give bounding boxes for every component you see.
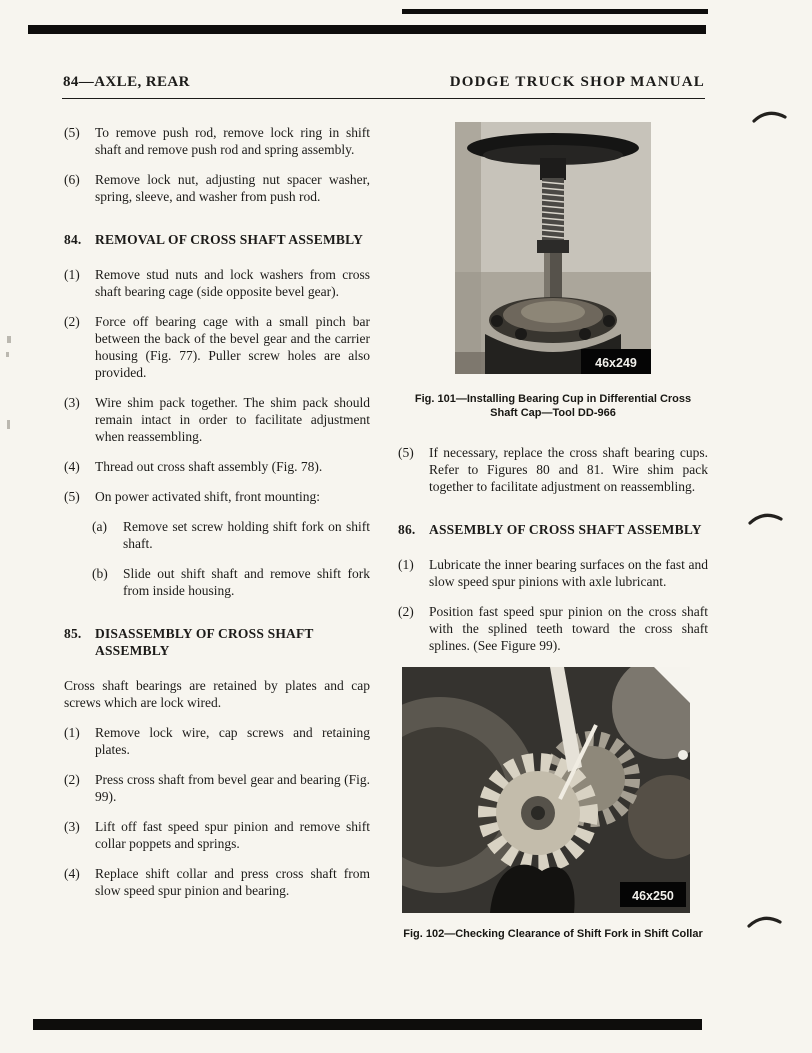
item-text: Thread out cross shaft assembly (Fig. 78). [95,459,323,474]
item-number: (3) [64,819,80,834]
item-number: (5) [64,125,80,140]
section-86-number: 86. [398,522,416,537]
left-column [64,124,370,912]
section-84-number: 84. [64,232,82,247]
section-84-heading [64,231,370,248]
scan-artifact-hook-middle [748,510,784,526]
section-84-title: REMOVAL OF CROSS SHAFT ASSEMBLY [95,232,364,247]
list-item [64,313,370,381]
item-text: Wire shim pack together. The shim pack should remain intact in order to facilitate adjustment when reassembling. [95,395,370,444]
section-85-title: DISASSEMBLY OF CROSS SHAFT ASSEMBLY [95,626,314,658]
item-number: (4) [64,459,80,474]
item-number: (2) [64,772,80,787]
section-85-intro: Cross shaft bearings are retained by plates and cap screws which are lock wired. [64,678,370,710]
manual-title: DODGE TRUCK SHOP MANUAL [449,74,705,90]
page-number-label: 84—AXLE, REAR [63,74,190,90]
header-rule [62,98,705,99]
item-text: Lubricate the inner bearing surfaces on the fast and slow speed spur pinions with axle lubricant. [429,557,708,589]
list-item [398,556,708,590]
scan-artifact-top-bar [28,25,706,34]
item-text: Position fast speed spur pinion on the cross shaft with the splined teeth toward the cross shaft splines. (See Figure 99). [429,604,708,653]
item-number: (5) [64,489,80,504]
list-item [64,394,370,445]
item-text: Remove set screw holding shift fork on shift shaft. [123,519,370,551]
list-item [64,771,370,805]
item-number: (5) [398,445,414,460]
figure-101-caption: Fig. 101—Installing Bearing Cup in Differential Cross Shaft Cap—Tool DD-966 [414,393,692,419]
item-text: Slide out shift shaft and remove shift fork from inside housing. [123,566,370,598]
scan-artifact-speck [6,352,9,357]
sub-list-item [92,565,370,599]
figure-102-caption: Fig. 102—Checking Clearance of Shift Fork in Shift Collar [403,928,703,940]
item-text: Remove lock nut, adjusting nut spacer washer, spring, sleeve, and washer from push rod. [95,172,370,204]
item-letter: (a) [92,519,107,534]
list-item [64,818,370,852]
item-number: (2) [64,314,80,329]
item-text: If necessary, replace the cross shaft bearing cups. Refer to Figures 80 and 81. Wire shim pack together to facilitate adjustment on reassembling. [429,445,708,494]
list-item [64,171,370,205]
bearing-cup-tool-photo [455,122,651,374]
item-number: (4) [64,866,80,881]
scan-artifact-bottom-bar [33,1019,702,1030]
item-number: (3) [64,395,80,410]
item-text: Force off bearing cage with a small pinch bar between the back of the bevel gear and the carrier housing (Fig. 77). Puller screw holes are also provided. [95,314,370,380]
item-text: Press cross shaft from bevel gear and bearing (Fig. 99). [95,772,370,804]
item-number: (2) [398,604,414,619]
scan-artifact-hook-top [752,108,788,124]
scan-artifact-hook-bottom [747,913,783,929]
item-text: Lift off fast speed spur pinion and remove shift collar poppets and springs. [95,819,370,851]
list-item [64,266,370,300]
page-header [63,74,705,91]
section-85-number: 85. [64,626,82,641]
photo-id-tag: 46x249 [595,356,637,370]
list-item [64,124,370,158]
section-85-heading [64,625,370,659]
item-number: (6) [64,172,80,187]
scan-artifact-speck [7,420,10,429]
list-item [64,458,370,475]
item-text: Replace shift collar and press cross shaft from slow speed spur pinion and bearing. [95,866,370,898]
sub-item-group [64,518,370,599]
section-86-heading [398,521,708,538]
list-item [64,724,370,758]
item-text: Remove stud nuts and lock washers from cross shaft bearing cage (side opposite bevel gear). [95,267,370,299]
list-item [398,444,708,495]
item-number: (1) [64,267,80,282]
list-item [64,488,370,505]
figure-102-photo [402,667,690,917]
item-text: On power activated shift, front mounting: [95,489,320,504]
sub-list-item [92,518,370,552]
item-text: To remove push rod, remove lock ring in shift shaft and remove push rod and spring assembly. [95,125,370,157]
list-item [398,603,708,654]
item-number: (1) [398,557,414,572]
list-item [64,865,370,899]
section-86-title: ASSEMBLY OF CROSS SHAFT ASSEMBLY [429,522,702,537]
figure-101-photo [455,122,651,378]
right-column [398,122,708,941]
shift-fork-clearance-photo [402,667,690,913]
item-letter: (b) [92,566,108,581]
item-number: (1) [64,725,80,740]
scan-artifact-top-thin-bar [402,9,708,14]
scan-artifact-speck [7,336,11,343]
item-text: Remove lock wire, cap screws and retaining plates. [95,725,370,757]
photo-id-tag: 46x250 [632,889,674,903]
